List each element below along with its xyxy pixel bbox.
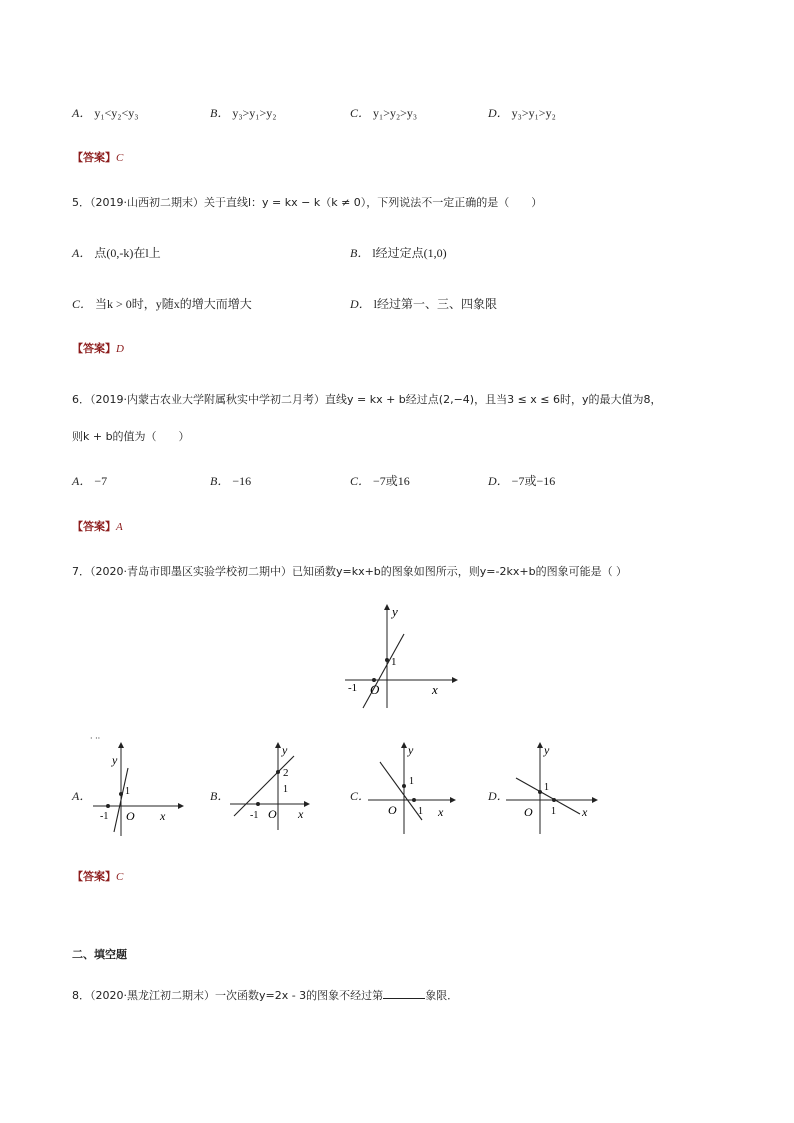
q7-option-b-label: B．	[210, 789, 230, 803]
q7-option-a-label: A．	[72, 789, 92, 803]
opt-d-y: y	[544, 743, 550, 757]
q5-stem: 5．（2019·山西初二期末）关于直线l：y = kx − k（k ≠ 0），下列说法不一定正确的是（ ）	[72, 196, 543, 209]
q6-option-a: A． −7	[72, 474, 108, 488]
q6-option-b: B． −16	[210, 474, 252, 488]
opt-c-x: x	[438, 805, 444, 819]
main-x-label: x	[432, 682, 438, 697]
opt-c-y: y	[408, 743, 414, 757]
q4-option-a: A． y₁<y₂<y₃	[72, 106, 139, 120]
q7-option-d-label: D．	[488, 789, 509, 803]
opt-b-t1: -1	[250, 810, 259, 821]
q5-option-a: A． 点(0,-k)在l上	[72, 246, 161, 260]
q5-option-d: D． l经过第一、三、四象限	[350, 297, 498, 311]
q4-option-c: C． y₁>y₂>y₃	[350, 106, 418, 120]
q6-option-d: D． −7或−16	[488, 474, 556, 488]
opt-a-o: O	[126, 809, 135, 823]
q7-option-d-graph	[504, 740, 600, 836]
q7-option-c-graph	[366, 740, 458, 836]
q7-dots: · ··	[90, 734, 101, 743]
opt-b-x: x	[298, 807, 304, 821]
opt-a-t2: 1	[125, 786, 130, 797]
q4-option-d: D． y₃>y₁>y₂	[488, 106, 556, 120]
opt-b-y: y	[282, 743, 288, 757]
q8-blank[interactable]	[383, 989, 425, 999]
q6-option-c: C． −7或16	[350, 474, 410, 488]
q6-stem-line1: 6．（2019·内蒙古农业大学附属秋实中学初二月考）直线y = kx + b经过点(2,−4)，且当3 ≤ x ≤ 6时，y的最大值为8，	[72, 393, 662, 406]
q7-answer: 【答案】C	[72, 870, 124, 883]
q5-option-b: B． l经过定点(1,0)	[350, 246, 447, 260]
opt-d-t1: 1	[544, 782, 549, 793]
main-neg1-label: -1	[348, 682, 358, 694]
opt-b-o: O	[268, 807, 277, 821]
opt-a-x: x	[160, 809, 166, 823]
opt-d-x: x	[582, 805, 588, 819]
q5-answer: 【答案】D	[72, 342, 124, 355]
q7-main-graph	[340, 602, 460, 712]
opt-a-y: y	[112, 753, 118, 767]
main-one-label: 1	[391, 656, 397, 668]
q8-stem: 8．（2020·黑龙江初二期末）一次函数y=2x - 3的图象不经过第 象限．	[72, 989, 459, 1002]
q7-option-b-graph	[228, 740, 312, 832]
section-heading-fill-in: 二、填空题	[72, 948, 127, 961]
opt-b-t3: 2	[283, 767, 289, 779]
opt-c-t1: 1	[409, 776, 414, 787]
q6-answer: 【答案】A	[72, 520, 123, 533]
opt-d-o: O	[524, 805, 533, 819]
main-y-label: y	[392, 604, 398, 619]
opt-b-t2: 1	[283, 784, 288, 795]
opt-a-t1: -1	[100, 811, 109, 822]
opt-c-o: O	[388, 803, 397, 817]
q5-option-c: C． 当k > 0时，y随x的增大而增大	[72, 297, 252, 311]
q7-option-c-label: C．	[350, 789, 371, 803]
q7-stem: 7．（2020·青岛市即墨区实验学校初二期中）已知函数y=kx+b的图象如图所示，则y=-2kx+b的图象可能是（ ）	[72, 565, 628, 578]
main-origin-label: O	[370, 682, 380, 697]
opt-c-t2: 1	[418, 806, 423, 817]
q4-option-b: B． y₃>y₁>y₂	[210, 106, 277, 120]
q4-answer: 【答案】C	[72, 151, 124, 164]
q6-stem-line2: 则k + b的值为（ ）	[72, 430, 190, 443]
opt-d-t2: 1	[551, 806, 556, 817]
q7-option-a-graph	[88, 742, 184, 838]
